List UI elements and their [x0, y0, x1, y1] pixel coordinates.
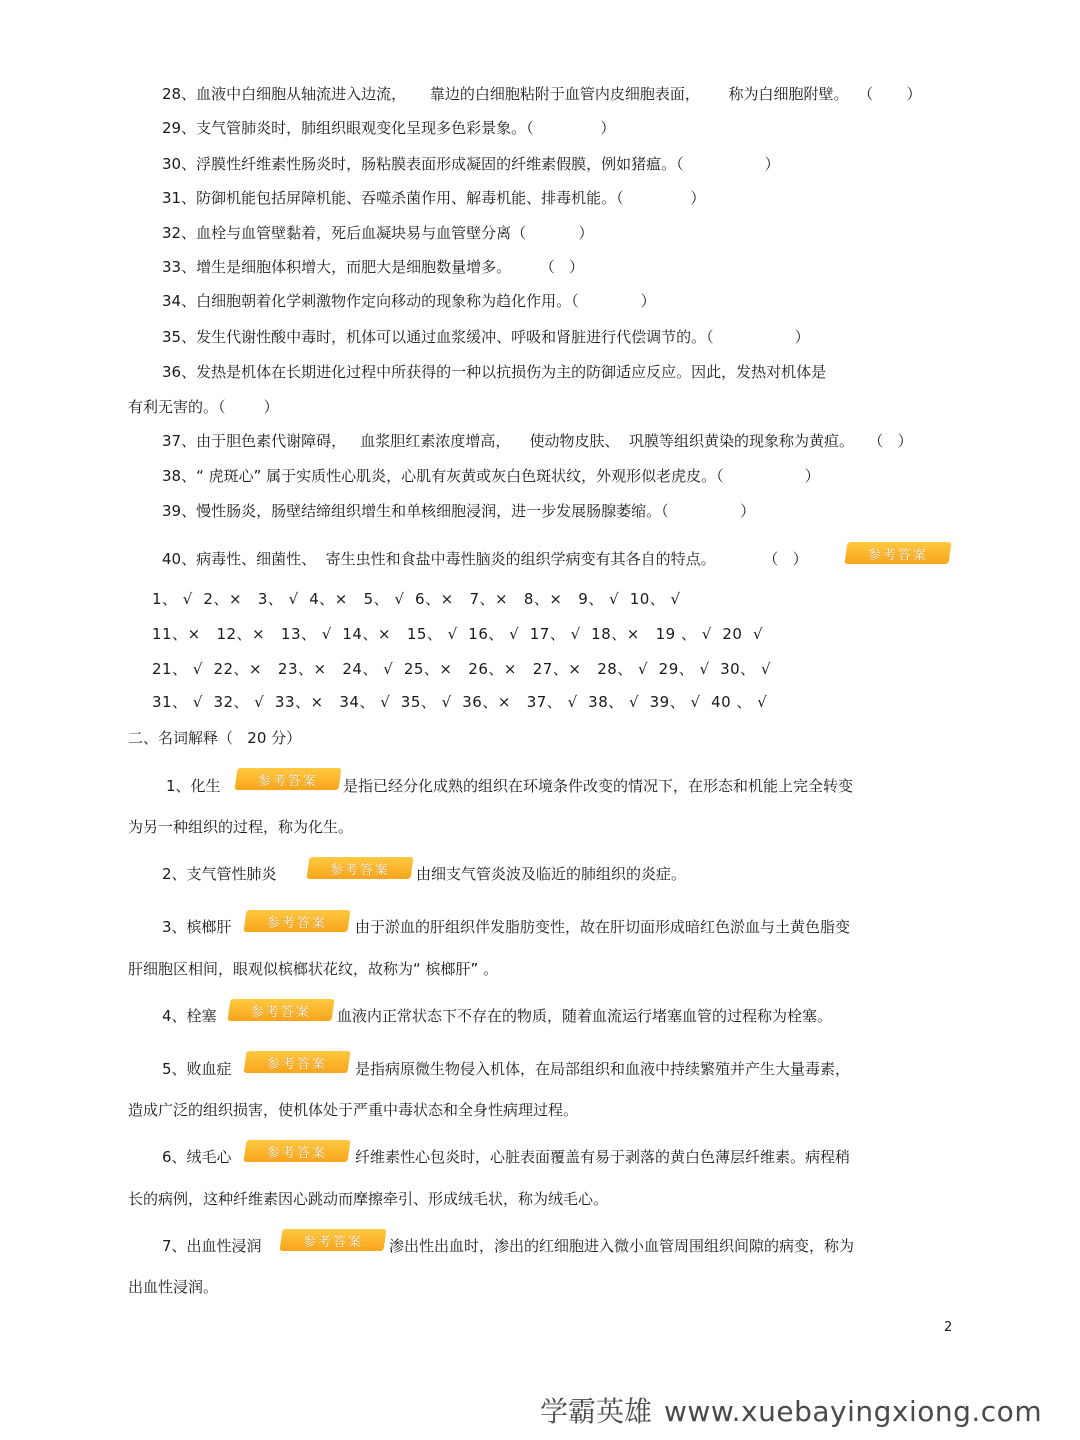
- footer-watermark: [540, 1393, 1060, 1431]
- answer-badge[interactable]: [306, 857, 413, 879]
- term-4-definition: 血液内正常状态下不存在的物质，随着血流运行堵塞血管的过程称为栓塞。: [337, 1007, 833, 1025]
- question-31: 31、防御机能包括屏障机能、吞噬杀菌作用、解毒机能、排毒机能。（ ）: [162, 189, 706, 207]
- answer-badge[interactable]: [227, 999, 334, 1021]
- question-37: 37、由于胆色素代谢障碍， 血浆胆红素浓度增高， 使动物皮肤、 巩膜等组织黄染的现象称为黄疸。 （ ）: [162, 432, 913, 450]
- answer-badge-label: 参考答案: [266, 1145, 327, 1161]
- term-6-label: 6、绒毛心: [162, 1148, 232, 1166]
- term-7-label: 7、出血性浸润: [162, 1237, 262, 1255]
- term-1-definition-continued: 为另一种组织的过程，称为化生。: [128, 818, 354, 836]
- term-6-definition: 纤维素性心包炎时，心脏表面覆盖有易于剥落的黄白色薄层纤维素。病程稍: [355, 1148, 851, 1166]
- footer-url[interactable]: www.xuebayingxiong.com: [664, 1395, 1043, 1428]
- term-5-definition-continued: 造成广泛的组织损害，使机体处于严重中毒状态和全身性病理过程。: [128, 1101, 579, 1119]
- answer-row-4: 31、 √ 32、 √ 33、× 34、 √ 35、 √ 36、× 37、 √ 38、 √ 39、 √ 40 、 √: [152, 693, 768, 711]
- term-3-label: 3、槟榔肝: [162, 918, 232, 936]
- answer-badge[interactable]: [243, 1140, 350, 1162]
- term-3-definition: 由于淤血的肝组织伴发脂肪变性，故在肝切面形成暗红色淤血与土黄色脂变: [355, 918, 851, 936]
- question-33: 33、增生是细胞体积增大，而肥大是细胞数量增多。 （ ）: [162, 258, 585, 276]
- answer-badge-label: 参考答案: [867, 547, 928, 563]
- term-1-label: 1、化生: [166, 777, 221, 795]
- answer-badge-label: 参考答案: [257, 773, 318, 789]
- answer-badge-label: 参考答案: [329, 862, 390, 878]
- question-32: 32、血栓与血管壁黏着，死后血凝块易与血管壁分离（ ）: [162, 224, 594, 242]
- question-35: 35、发生代谢性酸中毒时，机体可以通过血浆缓冲、呼吸和肾脏进行代偿调节的。（ ）: [162, 328, 810, 346]
- question-28: 28、血液中白细胞从轴流进入边流， 靠边的白细胞粘附于血管内皮细胞表面， 称为白细胞附壁。 （ ）: [162, 85, 922, 103]
- term-7-definition: 渗出性出血时，渗出的红细胞进入微小血管周围组织间隙的病变，称为: [389, 1237, 855, 1255]
- question-38: 38、“ 虎斑心” 属于实质性心肌炎，心肌有灰黄或灰白色斑状纹，外观形似老虎皮。（ ）: [162, 467, 820, 485]
- term-6-definition-continued: 长的病例，这种纤维素因心跳动而摩擦牵引、形成绒毛状，称为绒毛心。: [128, 1190, 609, 1208]
- answer-row-2: 11、× 12、× 13、 √ 14、× 15、 √ 16、 √ 17、 √ 18、× 19 、 √ 20 √: [152, 625, 764, 643]
- answer-badge-label: 参考答案: [266, 915, 327, 931]
- page-number: 2: [944, 1320, 953, 1335]
- answer-badge-label: 参考答案: [266, 1056, 327, 1072]
- answer-badge[interactable]: [234, 768, 341, 790]
- term-5-definition: 是指病原微生物侵入机体，在局部组织和血液中持续繁殖并产生大量毒素，: [355, 1060, 851, 1078]
- answer-badge-label: 参考答案: [250, 1004, 311, 1020]
- question-29: 29、支气管肺炎时，肺组织眼观变化呈现多色彩景象。（ ）: [162, 119, 616, 137]
- term-4-label: 4、栓塞: [162, 1007, 217, 1025]
- answer-row-3: 21、 √ 22、× 23、× 24、 √ 25、× 26、× 27、× 28、 √ 29、 √ 30、 √: [152, 660, 772, 678]
- question-36: 36、发热是机体在长期进化过程中所获得的一种以抗损伤为主的防御适应反应。因此，发热对机体是: [162, 363, 827, 381]
- term-2-label: 2、支气管性肺炎: [162, 865, 277, 883]
- question-40: 40、病毒性、细菌性、 寄生虫性和食盐中毒性脑炎的组织学病变有其各自的特点。 （ ）: [162, 550, 808, 568]
- answer-badge[interactable]: [243, 1051, 350, 1073]
- term-1-definition: 是指已经分化成熟的组织在环境条件改变的情况下，在形态和机能上完全转变: [343, 777, 854, 795]
- term-7-definition-continued: 出血性浸润。: [128, 1278, 219, 1296]
- answer-badge-label: 参考答案: [302, 1234, 363, 1250]
- term-2-definition: 由细支气管炎波及临近的肺组织的炎症。: [416, 865, 687, 883]
- term-3-definition-continued: 肝细胞区相间，眼观似槟榔状花纹，故称为“ 槟榔肝” 。: [128, 960, 499, 978]
- question-34: 34、白细胞朝着化学刺激物作定向移动的现象称为趋化作用。（ ）: [162, 292, 656, 310]
- answer-badge[interactable]: [279, 1229, 386, 1251]
- question-39: 39、慢性肠炎，肠壁结缔组织增生和单核细胞浸润，进一步发展肠腺萎缩。（ ）: [162, 502, 756, 520]
- question-36-continued: 有利无害的。（ ）: [128, 398, 279, 416]
- answer-badge[interactable]: [844, 542, 951, 564]
- question-30: 30、浮膜性纤维素性肠炎时，肠粘膜表面形成凝固的纤维素假膜，例如猪瘟。（ ）: [162, 155, 780, 173]
- answer-row-1: 1、 √ 2、× 3、 √ 4、× 5、 √ 6、× 7、× 8、× 9、 √ 10、 √: [152, 590, 681, 608]
- footer-brand: 学霸英雄: [540, 1395, 653, 1428]
- term-5-label: 5、败血症: [162, 1060, 232, 1078]
- answer-badge[interactable]: [243, 910, 350, 932]
- section-title: 二、名词解释（ 20 分）: [128, 729, 302, 747]
